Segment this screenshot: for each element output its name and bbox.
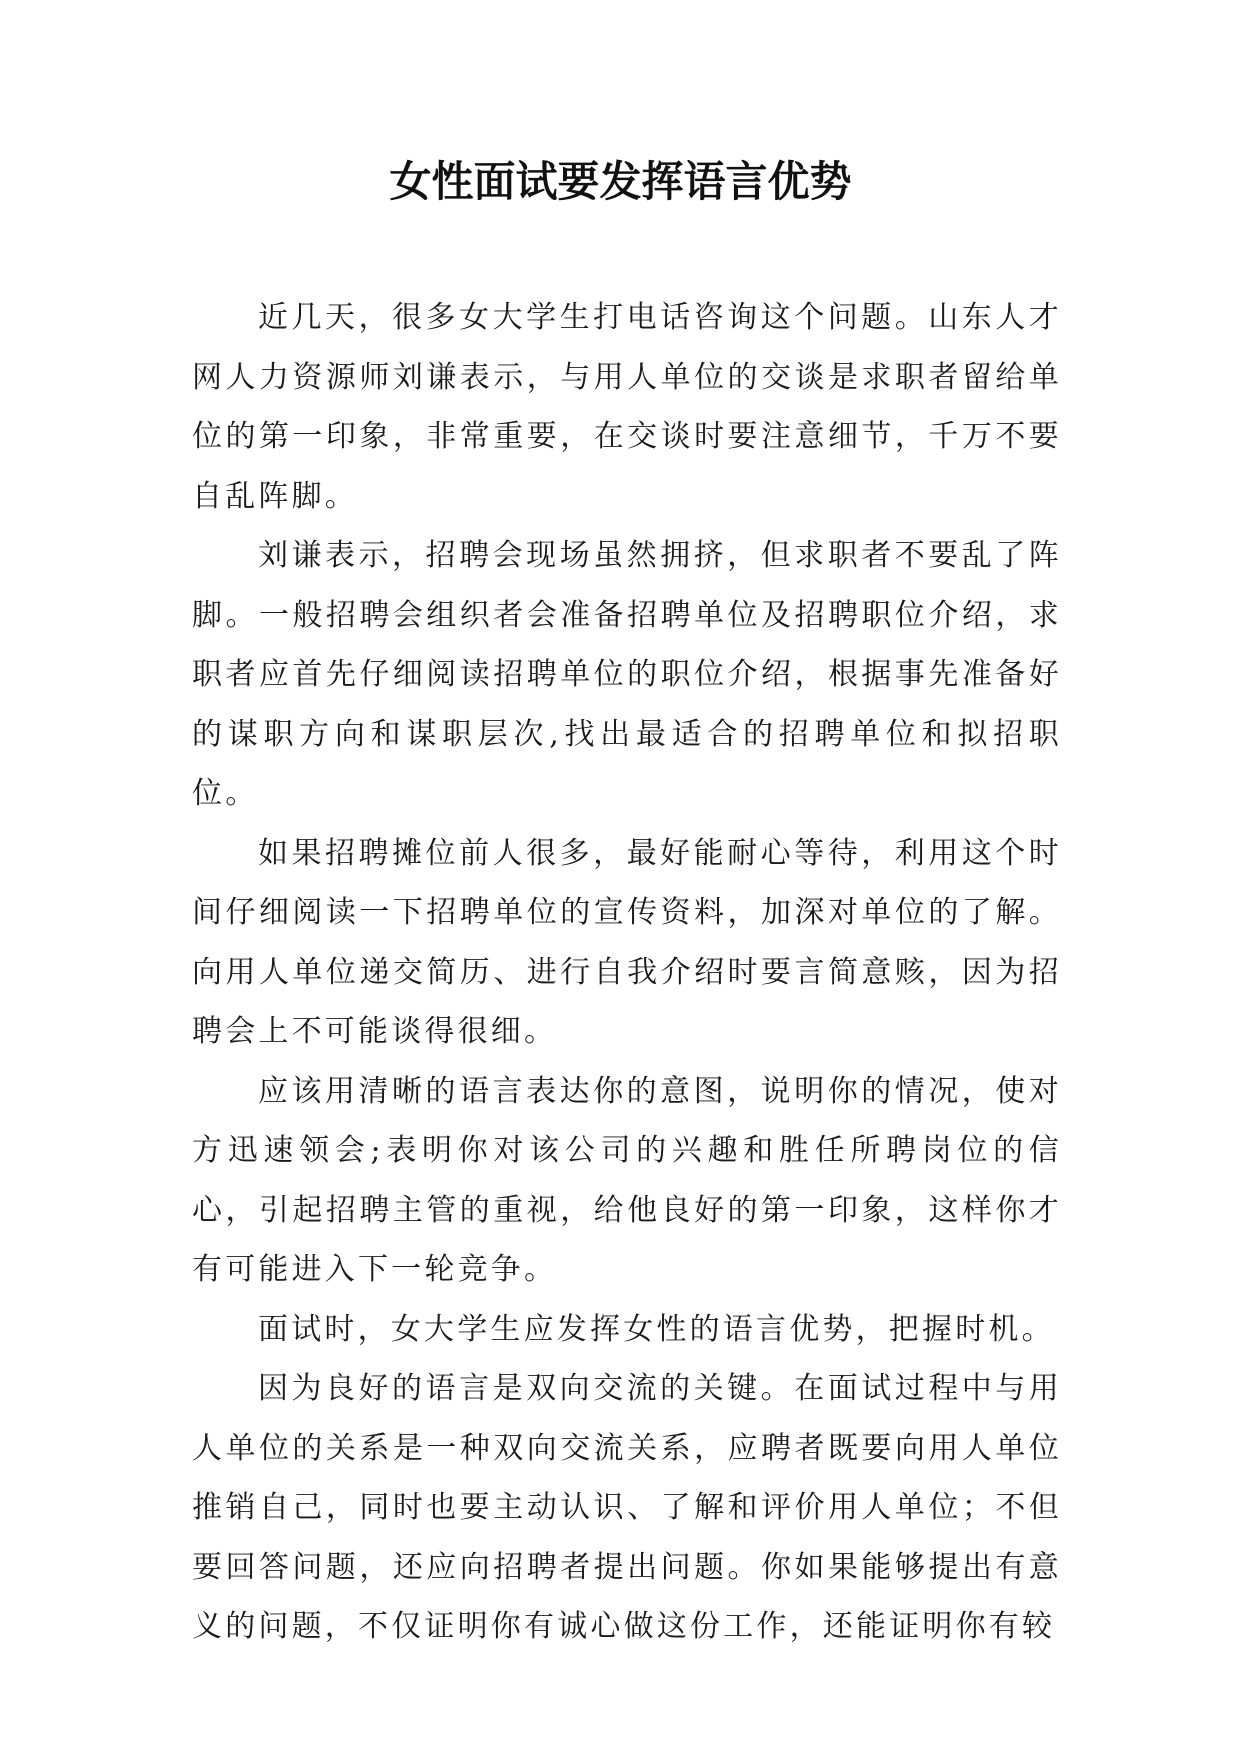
- paragraph: 如果招聘摊位前人很多，最好能耐心等待，利用这个时间仔细阅读一下招聘单位的宣传资料，加深对单位的了解。向用人单位递交简历、进行自我介绍时要言简意赅，因为招聘会上不可能谈得很细。: [192, 835, 1062, 1049]
- paragraph: 刘谦表示，招聘会现场虽然拥挤，但求职者不要乱了阵脚。一般招聘会组织者会准备招聘单位及招聘职位介绍，求职者应首先仔细阅读招聘单位的职位介绍，根据事先准备好的谋职方向和谋职层次,找出最适合的招聘单位和拟招职位。: [192, 538, 1062, 811]
- paragraph: 近几天，很多女大学生打电话咨询这个问题。山东人才网人力资源师刘谦表示，与用人单位的交谈是求职者留给单位的第一印象，非常重要，在交谈时要注意细节，千万不要自乱阵脚。: [192, 300, 1062, 514]
- document-title: 女性面试要发挥语言优势: [389, 157, 852, 206]
- paragraph: 应该用清晰的语言表达你的意图，说明你的情况，使对方迅速领会;表明你对该公司的兴趣和胜任所聘岗位的信心，引起招聘主管的重视，给他良好的第一印象，这样你才有可能进入下一轮竞争。: [192, 1073, 1062, 1287]
- paragraph: 面试时，女大学生应发挥女性的语言优势，把握时机。: [258, 1311, 1055, 1347]
- document-body: [192, 288, 1062, 1657]
- paragraph: 因为良好的语言是双向交流的关键。在面试过程中与用人单位的关系是一种双向交流关系，应聘者既要向用人单位推销自己，同时也要主动认识、了解和评价用人单位；不但要回答问题，还应向招聘者提出问题。你如果能够提出有意义的问题，不仅证明你有诚心做这份工作，还能证明你有较: [192, 1371, 1062, 1644]
